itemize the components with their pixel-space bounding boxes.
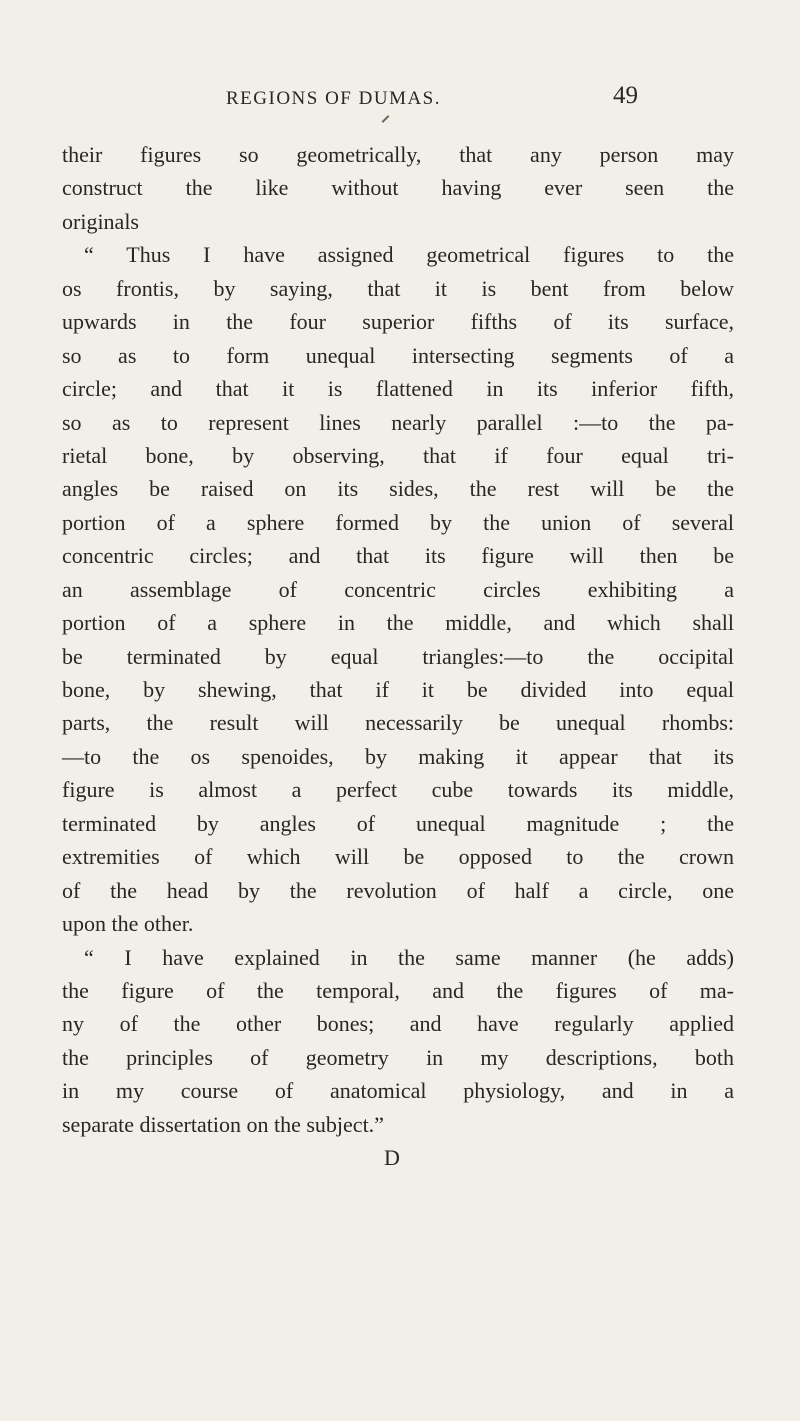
text-line: circle; and that it is flattened in its inferior fifth, [62,376,734,402]
running-head [0,82,800,112]
text-line: an assemblage of concentric circles exhibiting a [62,576,734,602]
text-line: upwards in the four superior fifths of its surface, [62,309,734,335]
page-number: 49 [613,82,638,109]
text-line: be terminated by equal triangles:—to the occipital [62,643,734,669]
signature-mark: D [384,1145,400,1171]
text-line: of the head by the revolution of half a circle, one [62,877,734,903]
ink-mark [382,115,390,123]
text-line: the principles of geometry in my descriptions, both [62,1044,734,1070]
text-line: “ I have explained in the same manner (he adds) [84,944,734,970]
text-line: originals [62,208,139,234]
text-line: ny of the other bones; and have regularly applied [62,1011,734,1037]
text-line: so as to form unequal intersecting segments of a [62,342,734,368]
text-line: portion of a sphere in the middle, and which shall [62,610,734,636]
text-line: —to the os spenoides, by making it appear that its [62,743,734,769]
text-line: parts, the result will necessarily be unequal rhombs: [62,710,734,736]
body-text [62,138,734,1175]
text-line: rietal bone, by observing, that if four equal tri- [62,442,734,468]
text-line: angles be raised on its sides, the rest will be the [62,476,734,502]
text-line: their figures so geometrically, that any person may [62,142,734,167]
text-line: “ Thus I have assigned geometrical figures to the [84,242,734,268]
text-line: extremities of which will be opposed to the crown [62,844,734,870]
text-line: bone, by shewing, that if it be divided into equal [62,677,734,702]
text-line: terminated by angles of unequal magnitude ; the [62,810,734,836]
running-title: REGIONS OF DUMAS. [226,88,441,109]
text-line: the figure of the temporal, and the figures of ma- [62,977,734,1003]
text-line: portion of a sphere formed by the union of several [62,509,734,535]
text-line: in my course of anatomical physiology, and in a [62,1078,734,1104]
text-line: separate dissertation on the subject.” [62,1111,384,1137]
text-line: figure is almost a perfect cube towards its middle, [62,777,734,803]
text-line: concentric circles; and that its figure will then be [62,543,734,569]
text-line: so as to represent lines nearly parallel :—to the pa- [62,409,734,435]
text-line: os frontis, by saying, that it is bent from below [62,275,734,301]
text-line: upon the other. [62,911,194,937]
text-line: construct the like without having ever seen the [62,175,734,201]
